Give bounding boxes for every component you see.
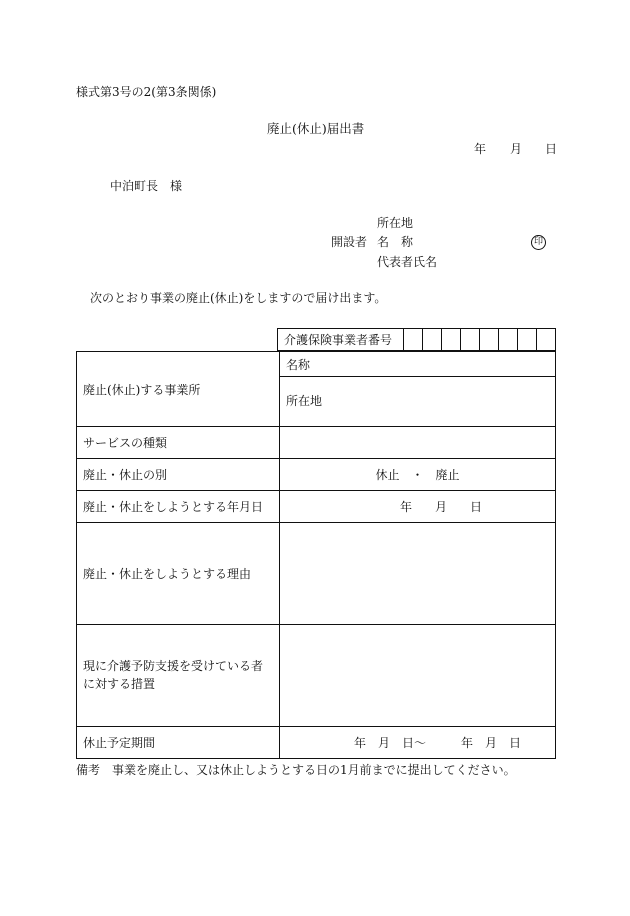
date-field[interactable] [280, 491, 556, 523]
applicant-rep-label: 代表者氏名 [377, 255, 438, 269]
date-day-label: 日 [545, 142, 558, 156]
date-year-label: 年 [474, 142, 487, 156]
provider-number-cell[interactable] [537, 329, 556, 351]
distinction-label: 廃止・休止の別 [77, 459, 280, 491]
seal-mark: 印 [531, 235, 546, 250]
office-label: 廃止(休止)する事業所 [77, 352, 280, 427]
note-text: 備考 事業を廃止し、又は休止しようとする日の1月前までに提出してください。 [76, 763, 516, 777]
date-field-day: 日 [470, 500, 483, 514]
addressee: 中泊町長 様 [110, 179, 183, 193]
provider-number-label: 介護保険事業者番号 [278, 329, 404, 351]
office-address-label[interactable]: 所在地 [286, 393, 323, 408]
measures-label: 現に介護予防支援を受けている者に対する措置 [77, 625, 280, 727]
period-end-year: 年 [461, 736, 474, 750]
provider-number-cell[interactable] [461, 329, 480, 351]
applicant-address-label: 所在地 [377, 216, 414, 230]
period-field[interactable] [280, 727, 556, 759]
provider-number-cell[interactable] [480, 329, 499, 351]
date-field-year: 年 [400, 500, 413, 514]
period-end-day: 日 [509, 736, 522, 750]
period-start-month: 月 [378, 736, 391, 750]
period-start-year: 年 [354, 736, 367, 750]
service-type-label: サービスの種類 [77, 427, 280, 459]
office-name-label[interactable]: 名称 [280, 354, 555, 377]
intro-text: 次のとおり事業の廃止(休止)をしますので届け出ます。 [90, 291, 387, 305]
provider-number-cell[interactable] [518, 329, 537, 351]
period-end-month: 月 [485, 736, 498, 750]
main-form-table [76, 351, 556, 759]
date-field-month: 月 [435, 500, 448, 514]
measures-field[interactable] [280, 625, 556, 727]
period-label: 休止予定期間 [77, 727, 280, 759]
applicant-name-label: 名 称 [377, 235, 414, 249]
distinction-value[interactable]: 休止 ・ 廃止 [280, 459, 556, 491]
service-type-field[interactable] [280, 427, 556, 459]
reason-field[interactable] [280, 523, 556, 625]
reason-label: 廃止・休止をしようとする理由 [77, 523, 280, 625]
provider-number-cell[interactable] [423, 329, 442, 351]
document-title: 廃止(休止)届出書 [267, 121, 365, 136]
date-label: 廃止・休止をしようとする年月日 [77, 491, 280, 523]
provider-number-table [277, 328, 556, 351]
period-start-day: 日〜 [402, 736, 427, 750]
applicant-label: 開設者 [331, 235, 368, 249]
provider-number-cell[interactable] [404, 329, 423, 351]
provider-number-cell[interactable] [499, 329, 518, 351]
provider-number-cell[interactable] [442, 329, 461, 351]
date-month-label: 月 [510, 142, 523, 156]
office-fields [280, 352, 556, 427]
form-reference: 様式第3号の2(第3条関係) [76, 85, 217, 99]
